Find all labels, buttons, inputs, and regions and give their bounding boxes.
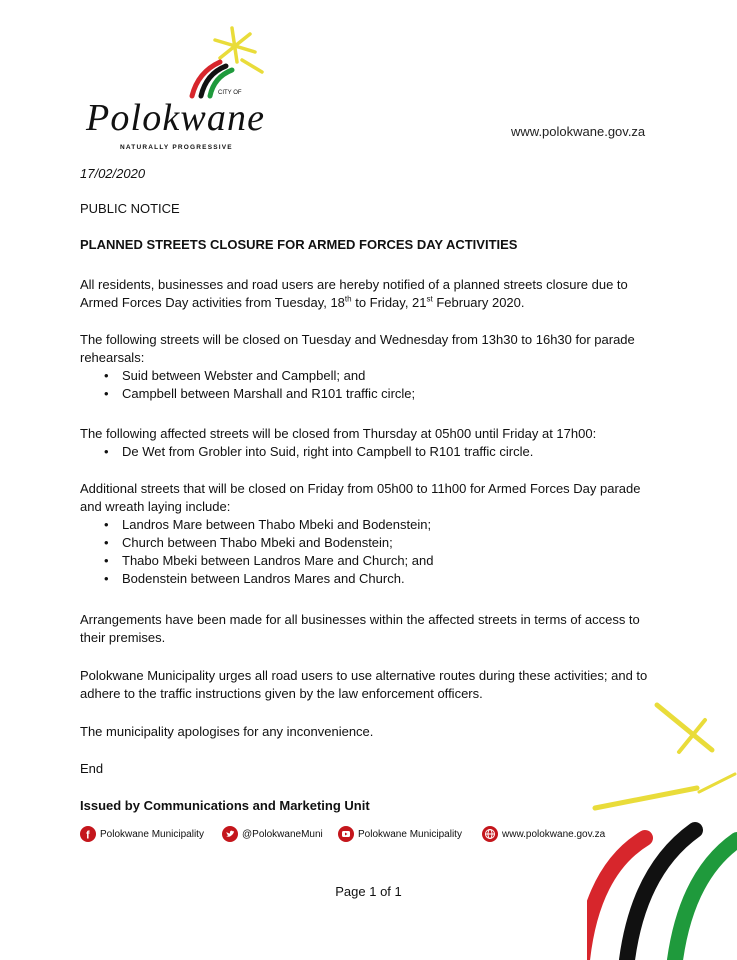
list-item: • Suid between Webster and Campbell; and	[80, 367, 655, 385]
section-thursday-friday: The following affected streets will be closed from Thursday at 05h00 until Friday at 17h00: • De Wet from Grobler into Suid, right into Campbell to R101 traffic circle.	[80, 425, 655, 461]
logo-city-of: CITY OF	[218, 90, 242, 96]
arrangements-paragraph: Arrangements have been made for all businesses within the affected streets in terms of access to their premises.	[80, 612, 640, 645]
apology-paragraph: The municipality apologises for any inconvenience.	[80, 724, 374, 739]
list-item: • Campbell between Marshall and R101 traffic circle;	[80, 385, 655, 403]
youtube-link[interactable]: Polokwane Municipality	[338, 826, 462, 842]
twitter-link[interactable]: @PolokwaneMuni	[222, 826, 323, 842]
list-item: • Bodenstein between Landros Mares and Church.	[80, 570, 655, 588]
logo-name: Polokwane	[86, 97, 264, 139]
notice-title: PLANNED STREETS CLOSURE FOR ARMED FORCES DAY ACTIVITIES	[80, 237, 518, 252]
website-link[interactable]: www.polokwane.gov.za	[482, 826, 605, 842]
header-website[interactable]: www.polokwane.gov.za	[511, 124, 646, 139]
intro-paragraph: All residents, businesses and road users are hereby notified of a planned streets closure due to Armed Forces Day activities from Tuesday, 18th to Friday, 21st February 2020.	[80, 277, 628, 310]
end-label: End	[80, 761, 104, 776]
polokwane-logo	[80, 22, 270, 154]
list-item: • Church between Thabo Mbeki and Bodenstein;	[80, 534, 655, 552]
globe-icon	[482, 826, 498, 842]
facebook-icon	[80, 826, 96, 842]
issued-by: Issued by Communications and Marketing Unit	[80, 798, 370, 813]
facebook-link[interactable]: f Polokwane Municipality	[80, 826, 204, 842]
section-rehearsals: The following streets will be closed on Tuesday and Wednesday from 13h30 to 16h30 for parade rehearsals: • Suid between Webster and Campbell; and • Campbell between Marshall and R101 traffic circle;	[80, 331, 655, 403]
notice-label: PUBLIC NOTICE	[80, 201, 180, 216]
youtube-icon	[338, 826, 354, 842]
section-additional: Additional streets that will be closed on Friday from 05h00 to 11h00 for Armed Forces Day parade and wreath laying include: • Landros Mare between Thabo Mbeki and Bodenstein; • Church between Thabo Mbeki and Bodenstein; • Thabo Mbeki between Landros Mare and Church; and • Bodenstein between Landros Mares and Church.	[80, 480, 655, 588]
list-item: • De Wet from Grobler into Suid, right into Campbell to R101 traffic circle.	[80, 443, 655, 461]
urge-paragraph: Polokwane Municipality urges all road users to use alternative routes during these activities; and to adhere to the traffic instructions given by the law enforcement officers.	[80, 668, 648, 701]
logo-tagline: NATURALLY PROGRESSIVE	[120, 144, 233, 151]
svg-text:f: f	[86, 829, 90, 842]
page-number: Page 1 of 1	[335, 884, 402, 899]
corner-stripes-decoration	[587, 700, 737, 960]
notice-date: 17/02/2020	[80, 166, 146, 181]
list-item: • Landros Mare between Thabo Mbeki and Bodenstein;	[80, 516, 655, 534]
twitter-icon	[222, 826, 238, 842]
list-item: • Thabo Mbeki between Landros Mare and Church; and	[80, 552, 655, 570]
